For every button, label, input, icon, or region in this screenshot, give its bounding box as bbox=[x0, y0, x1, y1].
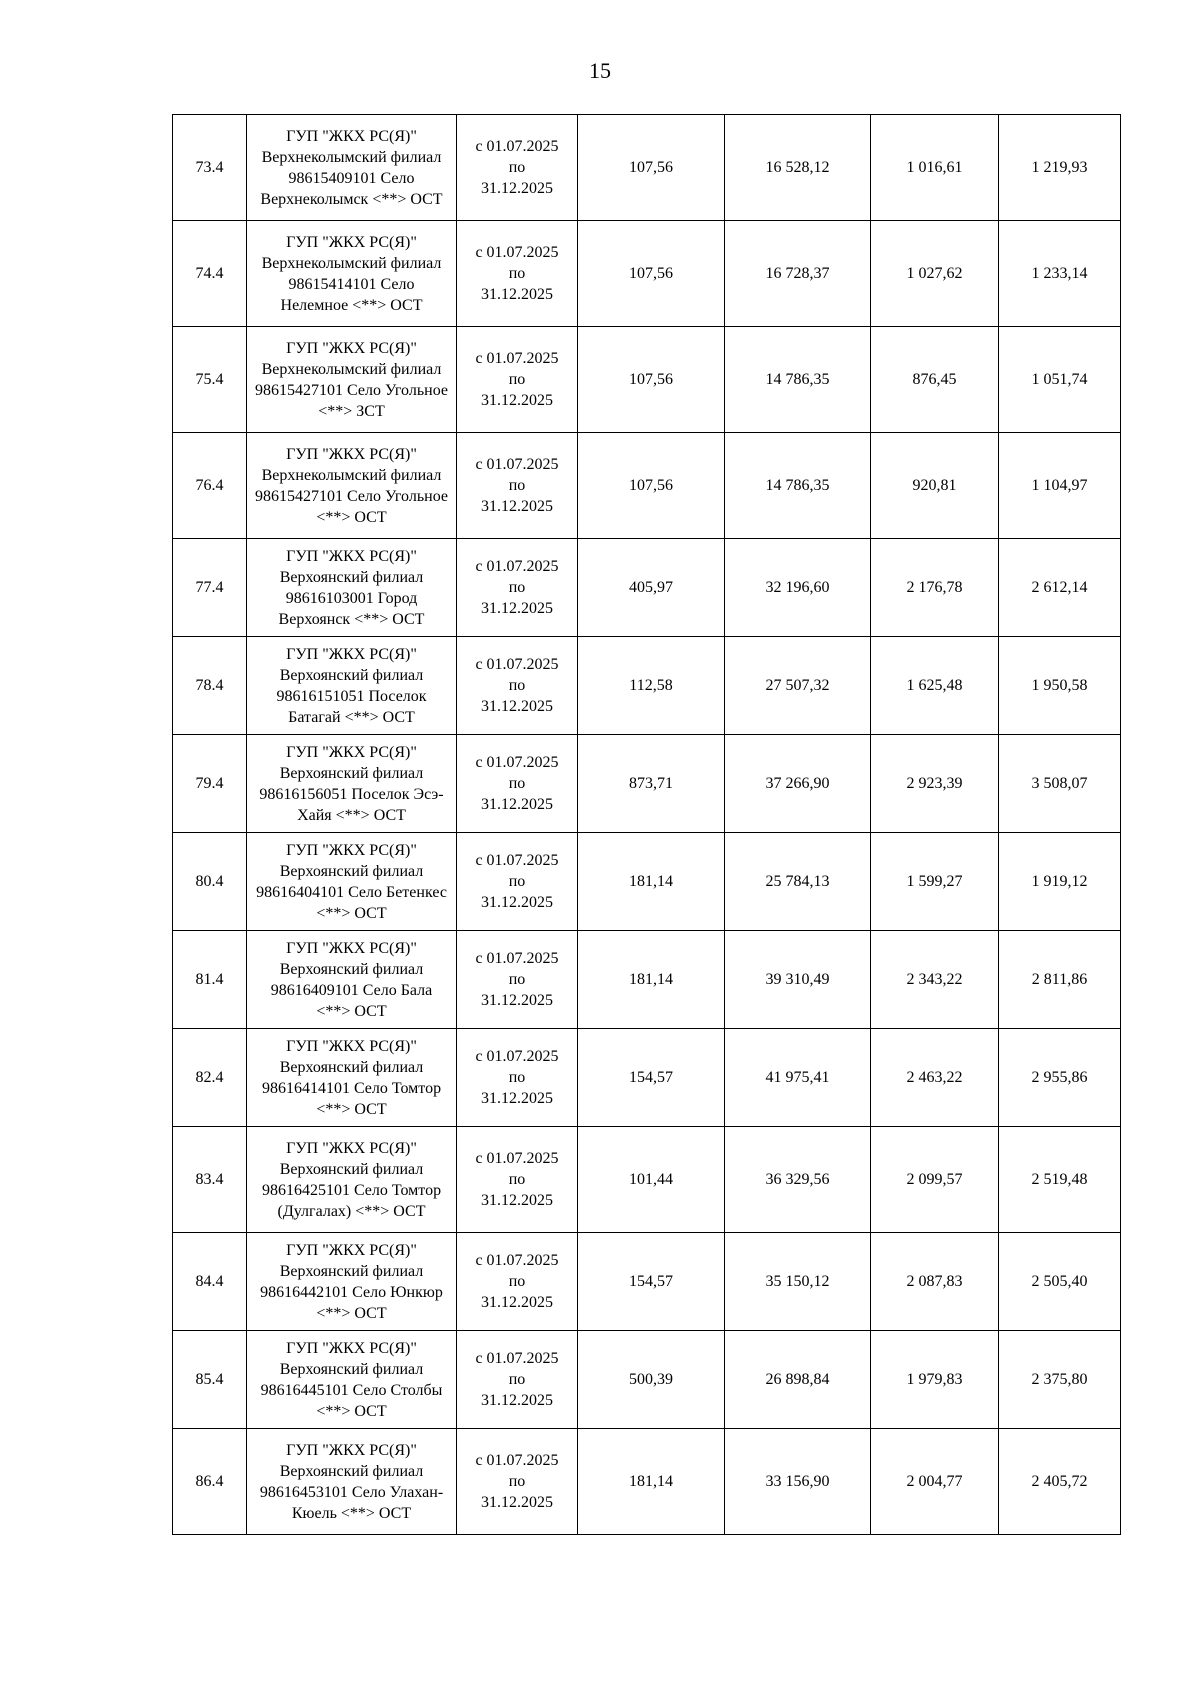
value-cell-2: 37 266,90 bbox=[725, 735, 871, 833]
period-line: по bbox=[508, 971, 526, 988]
period-cell bbox=[457, 1429, 578, 1535]
period-line: 31.12.2025 bbox=[481, 1294, 553, 1311]
organization-cell: ГУП "ЖКХ РС(Я)" Верхоянский филиал 98616103001 Город Верхоянск <**> ОСТ bbox=[247, 539, 457, 637]
row-number-cell: 77.4 bbox=[173, 539, 247, 637]
value-cell-2: 16 728,37 bbox=[725, 221, 871, 327]
value-cell-3: 1 979,83 bbox=[871, 1331, 999, 1429]
row-number-cell: 81.4 bbox=[173, 931, 247, 1029]
value-cell-4: 1 051,74 bbox=[999, 327, 1121, 433]
organization-cell: ГУП "ЖКХ РС(Я)" Верхнеколымский филиал 98615414101 Село Нелемное <**> ОСТ bbox=[247, 221, 457, 327]
period-line: по bbox=[508, 371, 526, 388]
row-number-cell: 74.4 bbox=[173, 221, 247, 327]
period-line: 31.12.2025 bbox=[481, 1090, 553, 1107]
period-line: с 01.07.2025 bbox=[475, 244, 559, 261]
value-cell-2: 32 196,60 bbox=[725, 539, 871, 637]
table-row bbox=[173, 931, 1121, 1029]
value-cell-4: 3 508,07 bbox=[999, 735, 1121, 833]
organization-cell: ГУП "ЖКХ РС(Я)" Верхоянский филиал 98616445101 Село Столбы <**> ОСТ bbox=[247, 1331, 457, 1429]
value-cell-2: 33 156,90 bbox=[725, 1429, 871, 1535]
value-cell-3: 2 463,22 bbox=[871, 1029, 999, 1127]
value-cell-3: 2 176,78 bbox=[871, 539, 999, 637]
value-cell-2: 35 150,12 bbox=[725, 1233, 871, 1331]
organization-cell: ГУП "ЖКХ РС(Я)" Верхоянский филиал 98616409101 Село Бала <**> ОСТ bbox=[247, 931, 457, 1029]
period-line: 31.12.2025 bbox=[481, 286, 553, 303]
page-number: 15 bbox=[589, 58, 611, 83]
row-number-cell: 80.4 bbox=[173, 833, 247, 931]
period-cell bbox=[457, 1029, 578, 1127]
period-line: по bbox=[508, 265, 526, 282]
table-row bbox=[173, 1127, 1121, 1233]
period-line: по bbox=[508, 1171, 526, 1188]
value-cell-3: 2 004,77 bbox=[871, 1429, 999, 1535]
value-cell-4: 1 104,97 bbox=[999, 433, 1121, 539]
value-cell-1: 112,58 bbox=[578, 637, 725, 735]
value-cell-3: 876,45 bbox=[871, 327, 999, 433]
table-row bbox=[173, 433, 1121, 539]
period-line: с 01.07.2025 bbox=[475, 1048, 559, 1065]
period-cell bbox=[457, 1127, 578, 1233]
row-number-cell: 84.4 bbox=[173, 1233, 247, 1331]
value-cell-4: 2 505,40 bbox=[999, 1233, 1121, 1331]
value-cell-3: 1 027,62 bbox=[871, 221, 999, 327]
period-cell bbox=[457, 539, 578, 637]
period-line: с 01.07.2025 bbox=[475, 558, 559, 575]
row-number-cell: 78.4 bbox=[173, 637, 247, 735]
period-cell bbox=[457, 327, 578, 433]
row-number-cell: 79.4 bbox=[173, 735, 247, 833]
organization-cell: ГУП "ЖКХ РС(Я)" Верхоянский филиал 98616425101 Село Томтор (Дулгалах) <**> ОСТ bbox=[247, 1127, 457, 1233]
table-row bbox=[173, 637, 1121, 735]
period-line: с 01.07.2025 bbox=[475, 656, 559, 673]
period-line: по bbox=[508, 579, 526, 596]
table-row bbox=[173, 1331, 1121, 1429]
table-row bbox=[173, 1029, 1121, 1127]
organization-cell: ГУП "ЖКХ РС(Я)" Верхоянский филиал 98616414101 Село Томтор <**> ОСТ bbox=[247, 1029, 457, 1127]
period-line: по bbox=[508, 1273, 526, 1290]
period-line: по bbox=[508, 1473, 526, 1490]
organization-cell: ГУП "ЖКХ РС(Я)" Верхоянский филиал 98616453101 Село Улахан-Кюель <**> ОСТ bbox=[247, 1429, 457, 1535]
value-cell-1: 107,56 bbox=[578, 327, 725, 433]
value-cell-1: 181,14 bbox=[578, 1429, 725, 1535]
value-cell-2: 16 528,12 bbox=[725, 115, 871, 221]
organization-cell: ГУП "ЖКХ РС(Я)" Верхоянский филиал 98616442101 Село Юнкюр <**> ОСТ bbox=[247, 1233, 457, 1331]
value-cell-4: 2 955,86 bbox=[999, 1029, 1121, 1127]
period-line: с 01.07.2025 bbox=[475, 1150, 559, 1167]
organization-cell: ГУП "ЖКХ РС(Я)" Верхнеколымский филиал 98615409101 Село Верхнеколымск <**> ОСТ bbox=[247, 115, 457, 221]
value-cell-3: 2 087,83 bbox=[871, 1233, 999, 1331]
value-cell-2: 39 310,49 bbox=[725, 931, 871, 1029]
row-number-cell: 83.4 bbox=[173, 1127, 247, 1233]
row-number-cell: 76.4 bbox=[173, 433, 247, 539]
period-line: 31.12.2025 bbox=[481, 498, 553, 515]
period-line: 31.12.2025 bbox=[481, 600, 553, 617]
organization-cell: ГУП "ЖКХ РС(Я)" Верхоянский филиал 98616404101 Село Бетенкес <**> ОСТ bbox=[247, 833, 457, 931]
value-cell-4: 1 219,93 bbox=[999, 115, 1121, 221]
period-line: 31.12.2025 bbox=[481, 992, 553, 1009]
period-line: с 01.07.2025 bbox=[475, 950, 559, 967]
period-line: с 01.07.2025 bbox=[475, 138, 559, 155]
period-cell bbox=[457, 115, 578, 221]
value-cell-1: 500,39 bbox=[578, 1331, 725, 1429]
value-cell-4: 2 405,72 bbox=[999, 1429, 1121, 1535]
tariff-table-body bbox=[173, 115, 1121, 1535]
value-cell-2: 36 329,56 bbox=[725, 1127, 871, 1233]
row-number-cell: 82.4 bbox=[173, 1029, 247, 1127]
value-cell-2: 26 898,84 bbox=[725, 1331, 871, 1429]
organization-cell: ГУП "ЖКХ РС(Я)" Верхнеколымский филиал 98615427101 Село Угольное <**> ЗСТ bbox=[247, 327, 457, 433]
row-number-cell: 75.4 bbox=[173, 327, 247, 433]
table-row bbox=[173, 735, 1121, 833]
period-line: с 01.07.2025 bbox=[475, 1452, 559, 1469]
table-row bbox=[173, 833, 1121, 931]
period-cell bbox=[457, 735, 578, 833]
value-cell-1: 154,57 bbox=[578, 1233, 725, 1331]
value-cell-1: 101,44 bbox=[578, 1127, 725, 1233]
value-cell-1: 154,57 bbox=[578, 1029, 725, 1127]
period-cell bbox=[457, 931, 578, 1029]
row-number-cell: 85.4 bbox=[173, 1331, 247, 1429]
period-line: 31.12.2025 bbox=[481, 180, 553, 197]
value-cell-2: 41 975,41 bbox=[725, 1029, 871, 1127]
value-cell-3: 2 099,57 bbox=[871, 1127, 999, 1233]
value-cell-2: 25 784,13 bbox=[725, 833, 871, 931]
period-line: с 01.07.2025 bbox=[475, 1350, 559, 1367]
value-cell-1: 107,56 bbox=[578, 115, 725, 221]
table-row bbox=[173, 1233, 1121, 1331]
value-cell-4: 2 811,86 bbox=[999, 931, 1121, 1029]
value-cell-4: 2 519,48 bbox=[999, 1127, 1121, 1233]
row-number-cell: 86.4 bbox=[173, 1429, 247, 1535]
period-line: с 01.07.2025 bbox=[475, 456, 559, 473]
table-row bbox=[173, 1429, 1121, 1535]
period-line: по bbox=[508, 775, 526, 792]
period-cell bbox=[457, 221, 578, 327]
tariff-table bbox=[172, 114, 1121, 1535]
value-cell-2: 14 786,35 bbox=[725, 327, 871, 433]
row-number-cell: 73.4 bbox=[173, 115, 247, 221]
value-cell-2: 27 507,32 bbox=[725, 637, 871, 735]
value-cell-4: 2 375,80 bbox=[999, 1331, 1121, 1429]
table-row bbox=[173, 115, 1121, 221]
period-line: с 01.07.2025 bbox=[475, 852, 559, 869]
table-row bbox=[173, 327, 1121, 433]
table-row bbox=[173, 539, 1121, 637]
value-cell-1: 405,97 bbox=[578, 539, 725, 637]
period-line: по bbox=[508, 1371, 526, 1388]
value-cell-3: 1 016,61 bbox=[871, 115, 999, 221]
value-cell-4: 1 919,12 bbox=[999, 833, 1121, 931]
period-line: 31.12.2025 bbox=[481, 698, 553, 715]
period-line: с 01.07.2025 bbox=[475, 1252, 559, 1269]
period-cell bbox=[457, 1233, 578, 1331]
value-cell-1: 181,14 bbox=[578, 833, 725, 931]
table-row bbox=[173, 221, 1121, 327]
organization-cell: ГУП "ЖКХ РС(Я)" Верхоянский филиал 98616151051 Поселок Батагай <**> ОСТ bbox=[247, 637, 457, 735]
value-cell-3: 1 625,48 bbox=[871, 637, 999, 735]
period-line: 31.12.2025 bbox=[481, 796, 553, 813]
value-cell-2: 14 786,35 bbox=[725, 433, 871, 539]
period-cell bbox=[457, 833, 578, 931]
value-cell-1: 873,71 bbox=[578, 735, 725, 833]
organization-cell: ГУП "ЖКХ РС(Я)" Верхнеколымский филиал 98615427101 Село Угольное <**> ОСТ bbox=[247, 433, 457, 539]
period-line: по bbox=[508, 1069, 526, 1086]
period-line: по bbox=[508, 677, 526, 694]
value-cell-3: 920,81 bbox=[871, 433, 999, 539]
period-line: 31.12.2025 bbox=[481, 1494, 553, 1511]
value-cell-4: 1 950,58 bbox=[999, 637, 1121, 735]
organization-cell: ГУП "ЖКХ РС(Я)" Верхоянский филиал 98616156051 Поселок Эсэ-Хайя <**> ОСТ bbox=[247, 735, 457, 833]
period-line: 31.12.2025 bbox=[481, 1392, 553, 1409]
value-cell-1: 107,56 bbox=[578, 433, 725, 539]
value-cell-3: 1 599,27 bbox=[871, 833, 999, 931]
value-cell-4: 2 612,14 bbox=[999, 539, 1121, 637]
period-line: по bbox=[508, 873, 526, 890]
period-line: 31.12.2025 bbox=[481, 1192, 553, 1209]
value-cell-3: 2 923,39 bbox=[871, 735, 999, 833]
value-cell-4: 1 233,14 bbox=[999, 221, 1121, 327]
period-line: по bbox=[508, 477, 526, 494]
period-cell bbox=[457, 433, 578, 539]
value-cell-1: 107,56 bbox=[578, 221, 725, 327]
period-line: 31.12.2025 bbox=[481, 392, 553, 409]
period-line: по bbox=[508, 159, 526, 176]
period-cell bbox=[457, 637, 578, 735]
value-cell-3: 2 343,22 bbox=[871, 931, 999, 1029]
period-cell bbox=[457, 1331, 578, 1429]
period-line: 31.12.2025 bbox=[481, 894, 553, 911]
value-cell-1: 181,14 bbox=[578, 931, 725, 1029]
period-line: с 01.07.2025 bbox=[475, 754, 559, 771]
period-line: с 01.07.2025 bbox=[475, 350, 559, 367]
